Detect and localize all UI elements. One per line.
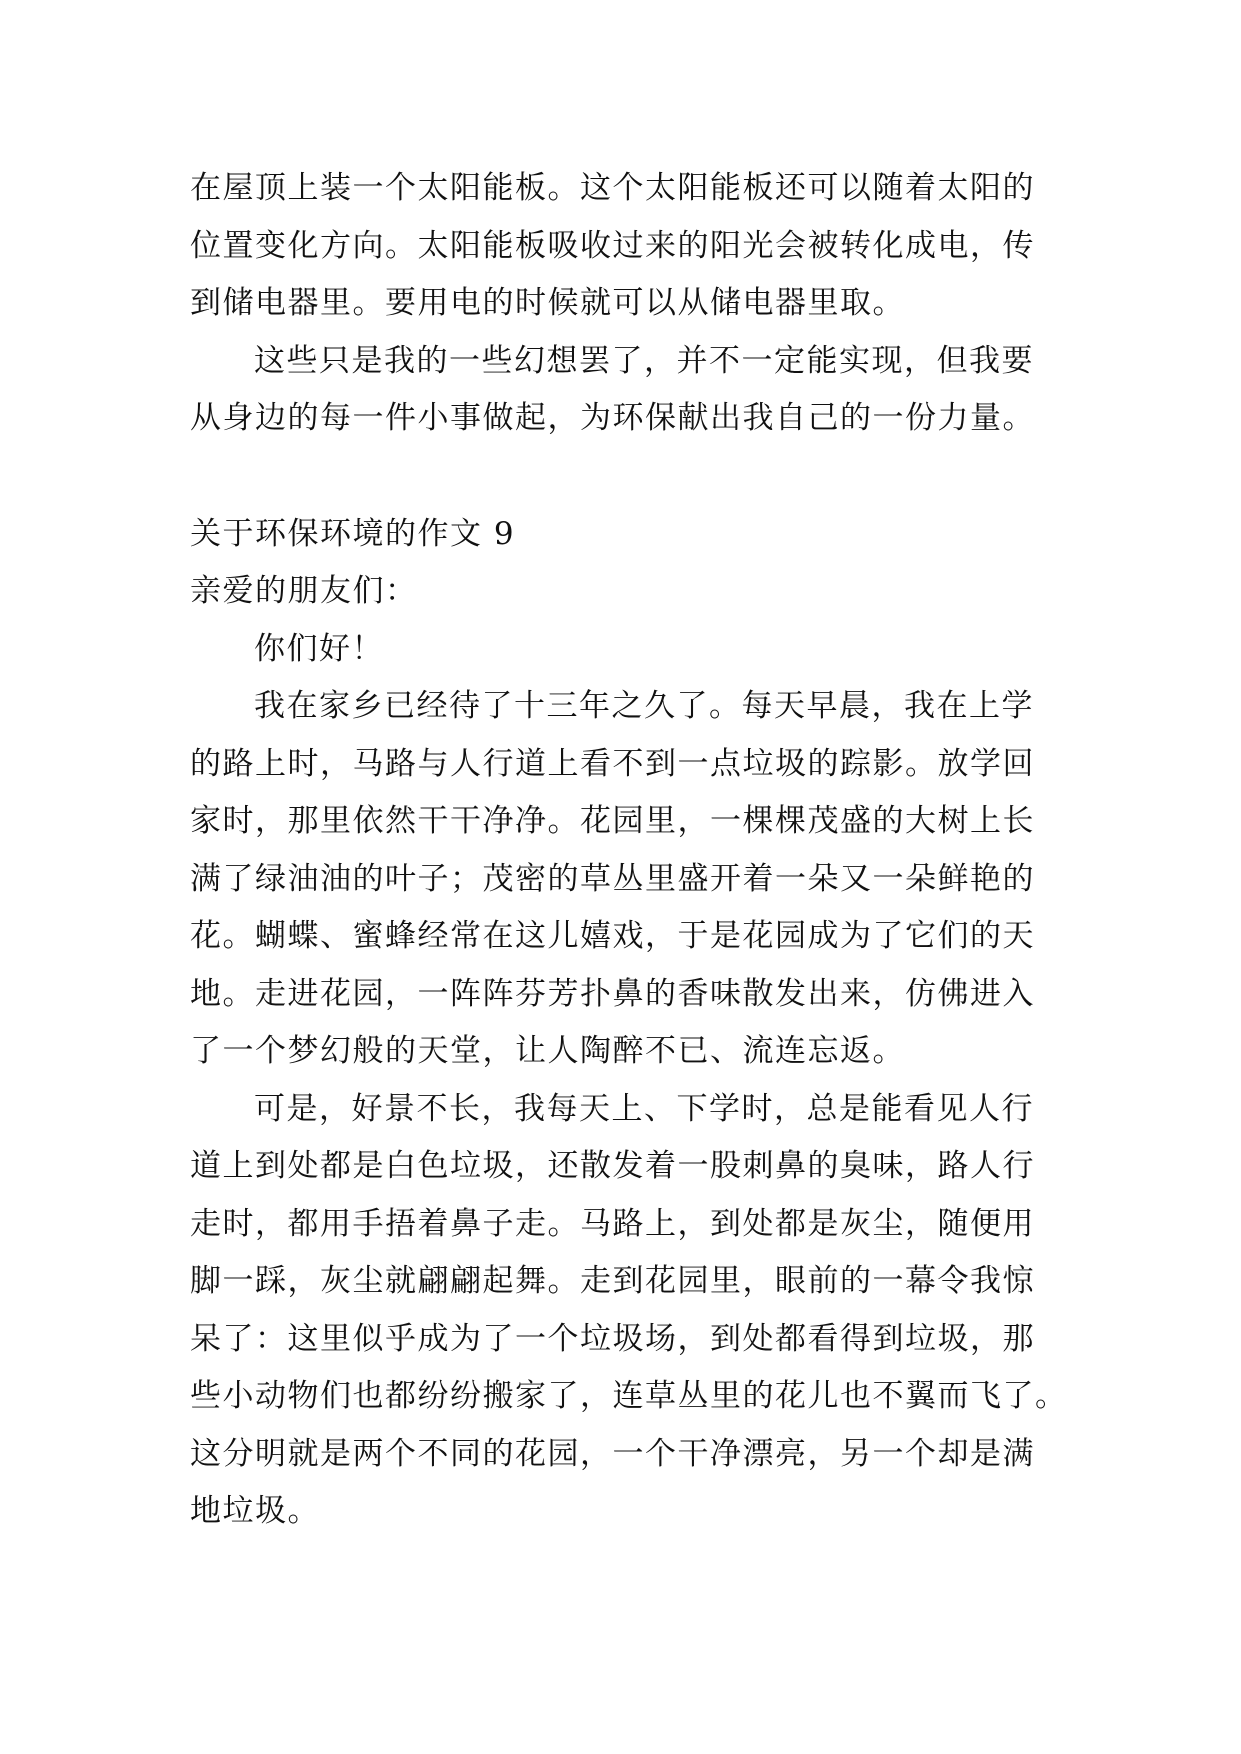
text-line: 地垃圾。	[190, 1493, 320, 1529]
salutation: 亲爱的朋友们：	[190, 573, 418, 609]
paragraph-start-line: 我在家乡已经待了十三年之久了。每天早晨，我在上学	[254, 688, 1034, 724]
paragraph-start-line: 可是，好景不长，我每天上、下学时，总是能看见人行	[254, 1091, 1034, 1127]
text-line: 花。蝴蝶、蜜蜂经常在这儿嬉戏，于是花园成为了它们的天	[190, 918, 1035, 954]
text-line: 这分明就是两个不同的花园，一个干净漂亮，另一个却是满	[190, 1436, 1035, 1472]
text-line: 些小动物们也都纷纷搬家了，连草丛里的花儿也不翼而飞了。	[190, 1378, 1068, 1414]
text-line: 满了绿油油的叶子；茂密的草丛里盛开着一朵又一朵鲜艳的	[190, 861, 1035, 897]
paragraph-start-line: 这些只是我的一些幻想罢了，并不一定能实现，但我要	[254, 343, 1034, 379]
text-line: 道上到处都是白色垃圾，还散发着一股刺鼻的臭味，路人行	[190, 1148, 1035, 1184]
essay-title: 关于环保环境的作文 9	[190, 516, 516, 552]
text-line: 地。走进花园，一阵阵芬芳扑鼻的香味散发出来，仿佛进入	[190, 976, 1035, 1012]
text-line: 的路上时，马路与人行道上看不到一点垃圾的踪影。放学回	[190, 746, 1035, 782]
greeting: 你们好！	[254, 631, 384, 667]
text-line: 在屋顶上装一个太阳能板。这个太阳能板还可以随着太阳的	[190, 170, 1035, 206]
text-line: 到储电器里。要用电的时候就可以从储电器里取。	[190, 285, 905, 321]
text-line: 家时，那里依然干干净净。花园里，一棵棵茂盛的大树上长	[190, 803, 1035, 839]
text-line: 位置变化方向。太阳能板吸收过来的阳光会被转化成电，传	[190, 228, 1035, 264]
text-line: 呆了：这里似乎成为了一个垃圾场，到处都看得到垃圾，那	[190, 1321, 1035, 1357]
text-line: 了一个梦幻般的天堂，让人陶醉不已、流连忘返。	[190, 1033, 905, 1069]
text-line: 走时，都用手捂着鼻子走。马路上，到处都是灰尘，随便用	[190, 1206, 1035, 1242]
text-line: 脚一踩，灰尘就翩翩起舞。走到花园里，眼前的一幕令我惊	[190, 1263, 1035, 1299]
text-line: 从身边的每一件小事做起，为环保献出我自己的一份力量。	[190, 400, 1035, 436]
